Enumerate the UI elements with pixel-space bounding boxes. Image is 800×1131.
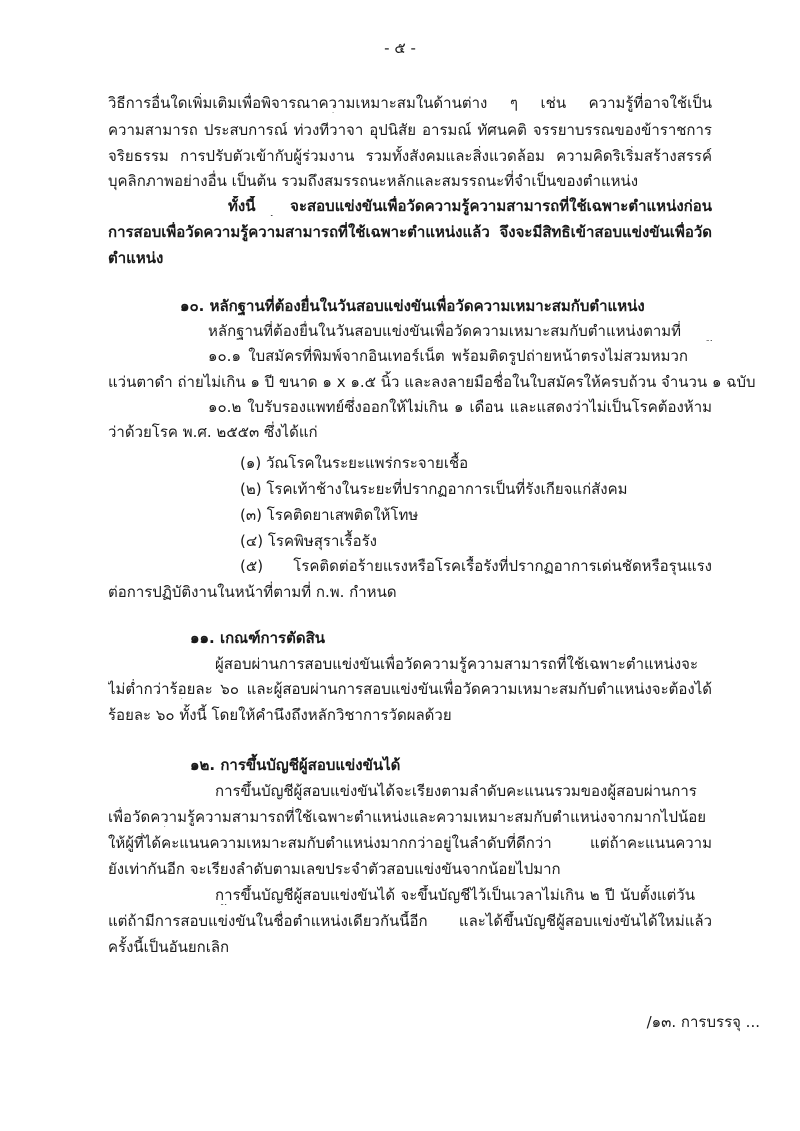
text-line: ครั้งนี้เป็นอันยกเลิก xyxy=(108,938,230,956)
list-item: (๕) โรคติดต่อร้ายแรงหรือโรคเรื้อรังที่ปรากฏอาการเด่นชัดหรือรุนแรง xyxy=(240,557,712,575)
text-line: บุคลิกภาพอย่างอื่น เป็นต้น รวมถึงสมรรถนะหลักและสมรรถนะที่จำเป็นของตำแหน่ง xyxy=(108,172,639,190)
text-line: ต่อการปฏิบัติงานในหน้าที่ตามที่ ก.พ. กำหนด xyxy=(108,583,397,601)
text-line: จริยธรรม การปรับตัวเข้ากับผู้ร่วมงาน รวมทั้งสังคมและสิ่งแวดล้อม ความคิดริเริ่มสร้างสรรค์ xyxy=(108,147,712,165)
text-line: ผู้สอบผ่านการสอบแข่งขันเพื่อวัดความรู้ความสามารถที่ใช้เฉพาะตำแหน่งจะ xyxy=(215,655,698,673)
list-item: (๒) โรคเท้าช้างในระยะที่ปรากฏอาการเป็นที่รังเกียจแก่สังคม xyxy=(240,480,628,498)
text-line: ยังเท่ากันอีก จะเรียงลำดับตามเลขประจำตัวสอบแข่งขันจากน้อยไปมาก xyxy=(108,860,561,878)
text-line: การขึ้นบัญชีผู้สอบแข่งขันได้ จะขึ้นบัญชีไว้เป็นเวลาไม่เกิน ๒ ปี นับตั้งแต่วัน xyxy=(215,886,695,904)
text-line: ให้ผู้ที่ได้คะแนนความเหมาะสมกับตำแหน่งมากกว่าอยู่ในลำดับที่ดีกว่า แต่ถ้าคะแนนความ xyxy=(108,834,712,852)
section-heading: ๑๐. หลักฐานที่ต้องยื่นในวันสอบแข่งขันเพื่อวัดความเหมาะสมกับตำแหน่ง xyxy=(180,297,645,315)
list-item: (๔) โรคพิษสุราเรื้อรัง xyxy=(240,532,377,550)
list-item: (๓) โรคติดยาเสพติดให้โทษ xyxy=(240,506,419,524)
text-line: ร้อยละ ๖๐ ทั้งนี้ โดยให้คำนึงถึงหลักวิชาการวัดผลด้วย xyxy=(108,706,452,724)
continuation-note: /๑๓. การบรรจุ ... xyxy=(646,1013,760,1031)
text-line: ความสามารถ ประสบการณ์ ท่วงทีวาจา อุปนิสัย อารมณ์ ทัศนคติ จรรยาบรรณของข้าราชการ xyxy=(108,121,712,139)
text-line: ว่าด้วยโรค พ.ศ. ๒๕๕๓ ซึ่งได้แก่ xyxy=(108,423,318,441)
text-line: ๑๐.๒ ใบรับรองแพทย์ซึ่งออกให้ไม่เกิน ๑ เดือน และแสดงว่าไม่เป็นโรคต้องห้าม xyxy=(208,398,712,416)
bold-text-line: ทั้งนี้ จะสอบแข่งขันเพื่อวัดความรู้ความสามารถที่ใช้เฉพาะตำแหน่งก่อน xyxy=(228,197,712,215)
bold-text-line: ตำแหน่ง xyxy=(108,249,164,267)
text-line: วิธีการอื่นใดเพิ่มเติมเพื่อพิจารณาความเหมาะสมในด้านต่าง ๆ เช่น ความรู้ที่อาจใช้เป็น xyxy=(108,94,712,112)
text-line: เพื่อวัดความรู้ความสามารถที่ใช้เฉพาะตำแหน่งและความเหมาะสมกับตำแหน่งจากมากไปน้อย xyxy=(108,808,707,826)
text-line: แว่นตาดำ ถ่ายไม่เกิน ๑ ปี ขนาด ๑ x ๑.๕ นิ้ว และลงลายมือชื่อในใบสมัครให้ครบถ้วน จำนวน ๑ ฉบับ xyxy=(108,373,756,391)
text-line: ๑๐.๑ ใบสมัครที่พิมพ์จากอินเทอร์เน็ต พร้อมติดรูปถ่ายหน้าตรงไม่สวมหมวก xyxy=(208,347,688,365)
text-line: แต่ถ้ามีการสอบแข่งขันในชื่อตำแหน่งเดียวกันนี้อีก และได้ขึ้นบัญชีผู้สอบแข่งขันได้ใหม่แล้ว xyxy=(108,912,712,930)
bold-text-line: การสอบเพื่อวัดความรู้ความสามารถที่ใช้เฉพาะตำแหน่งแล้ว จึงจะมีสิทธิเข้าสอบแข่งขันเพื่อวัด xyxy=(108,223,712,241)
section-heading: ๑๑. เกณฑ์การตัดสิน xyxy=(190,629,325,647)
list-item: (๑) วัณโรคในระยะแพร่กระจายเชื้อ xyxy=(240,454,469,472)
text-line: ไม่ต่ำกว่าร้อยละ ๖๐ และผู้สอบผ่านการสอบแข่งขันเพื่อวัดความเหมาะสมกับตำแหน่งจะต้องได้ xyxy=(108,680,712,698)
page-number: - ๕ - xyxy=(384,39,416,57)
section-heading: ๑๒. การขึ้นบัญชีผู้สอบแข่งขันได้ xyxy=(190,756,401,774)
text-line: หลักฐานที่ต้องยื่นในวันสอบแข่งขันเพื่อวัดความเหมาะสมกับตำแหน่งตามที่ xyxy=(208,322,682,340)
text-line: การขึ้นบัญชีผู้สอบแข่งขันได้จะเรียงตามลำดับคะแนนรวมของผู้สอบผ่านการ xyxy=(215,782,697,800)
